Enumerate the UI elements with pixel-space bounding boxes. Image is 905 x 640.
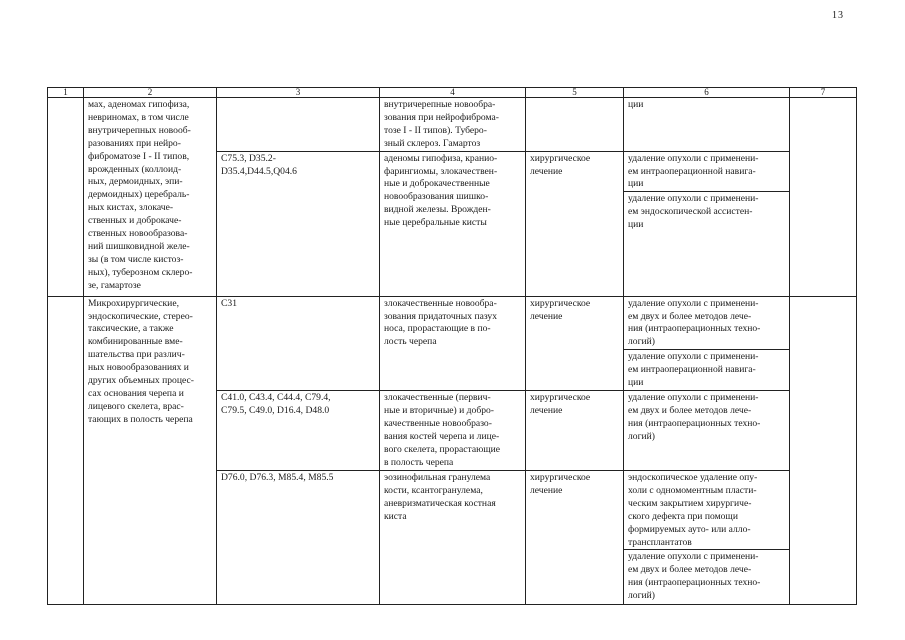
procedure-description: мах, аденомах гипофиза, невриномах, в том числе внутричерепных новооб- разованиях при нейро- фиброматозе I - II типов, врожденных (коллоид- ных, дермоидных, эпи- дермоидных) церебраль- ных кистах, злокаче- ственных и доброкаче- ственных новообразова- ний шишковидной желе- зы (в том числе кистоз- ных), туберозном склеро- зе, гамартозе (88, 99, 193, 291)
method-cell (624, 390, 790, 470)
patient-model: аденомы гипофиза, кранио- фарингиомы, злокачествен- ные и доброкачественные новообразования шишко- видной железы. Врожден- ные церебральные кисты (384, 152, 498, 229)
patient-model: злокачественные (первич- ные и вторичные) и добро- качественные новообразо- вания костей черепа и лице- вого скелета, прорастающие в полость черепа (384, 391, 501, 468)
treatment-method: удаление опухоли с применени- ем двух и более методов лече- ния (интраоперационных техно- логий) (628, 551, 761, 602)
treatment-cell (526, 470, 624, 604)
model-cell (380, 296, 526, 390)
method-cell (624, 296, 790, 390)
col1-cell (48, 296, 84, 604)
codes-cell (217, 390, 380, 470)
codes-cell (217, 151, 380, 296)
diagnosis-codes: C31 (221, 297, 237, 309)
model-cell (380, 390, 526, 470)
treatment-cell (526, 98, 624, 152)
treatment-type: хирургическое лечение (530, 152, 591, 177)
medical-procedures-table (47, 87, 857, 605)
diagnosis-codes: C41.0, C43.4, C44.4, C79.4, C79.5, C49.0, D16.4, D48.0 (221, 391, 331, 416)
patient-model: злокачественные новообра- зования придаточных пазух носа, прорастающие в по- лость черепа (384, 297, 498, 348)
treatment-cell (526, 296, 624, 390)
treatment-method: удаление опухоли с применени- ем интраоперационной навига- ции (624, 152, 789, 193)
col7-cell (790, 296, 857, 604)
method-cell (624, 151, 790, 296)
header-row (48, 88, 857, 98)
treatment-type: хирургическое лечение (530, 297, 591, 322)
treatment-type: хирургическое лечение (530, 471, 591, 496)
column-header-2: 2 (84, 88, 217, 98)
model-cell (380, 98, 526, 152)
col1-cell (48, 98, 84, 297)
table-row (48, 98, 857, 152)
procedure-description-cell (84, 296, 217, 604)
model-cell (380, 470, 526, 604)
procedure-description-cell (84, 98, 217, 297)
treatment-cell (526, 151, 624, 296)
treatment-method: эндоскопическое удаление опу- холи с одномоментным пласти- ческим закрытием хирургиче- ского дефекта при помощи формируемых ауто- или алло- трансплантатов (624, 471, 789, 550)
treatment-method: удаление опухоли с применени- ем интраоперационной навига- ции (628, 351, 759, 389)
column-header-5: 5 (526, 88, 624, 98)
col7-cell (790, 98, 857, 297)
patient-model: эозинофильная гранулема кости, ксантогранулема, аневризматическая костная киста (384, 471, 496, 522)
codes-cell (217, 470, 380, 604)
diagnosis-codes: C75.3, D35.2- D35.4,D44.5,Q04.6 (221, 152, 297, 177)
page-number: 13 (832, 10, 844, 21)
patient-model: внутричерепные новообра- зования при нейрофиброма- тозе I - II типов). Туберо- зный склероз. Гамартоз (384, 99, 499, 149)
method-cell (624, 98, 790, 152)
treatment-cell (526, 390, 624, 470)
column-header-1: 1 (48, 88, 84, 98)
codes-cell (217, 296, 380, 390)
procedure-description: Микрохирургические, эндоскопические, стерео- таксические, а также комбинированные вме- шательства при различ- ных новообразованиях и других объемных процес- сах основания черепа и лицевого скелета, врас- тающих в полость черепа (88, 297, 194, 425)
column-header-4: 4 (380, 88, 526, 98)
treatment-method: удаление опухоли с применени- ем двух и более методов лече- ния (интраоперационных техно- логий) (628, 391, 761, 442)
diagnosis-codes: D76.0, D76.3, M85.4, M85.5 (221, 471, 334, 483)
treatment-method: удаление опухоли с применени- ем эндоскопической ассистен- ции (628, 193, 759, 231)
model-cell (380, 151, 526, 296)
column-header-6: 6 (624, 88, 790, 98)
table-row (48, 296, 857, 390)
column-header-7: 7 (790, 88, 857, 98)
treatment-type: хирургическое лечение (530, 391, 591, 416)
codes-cell (217, 98, 380, 152)
treatment-method: удаление опухоли с применени- ем двух и более методов лече- ния (интраоперационных техно- логий) (624, 297, 789, 351)
treatment-method: ции (628, 99, 644, 110)
method-cell (624, 470, 790, 604)
column-header-3: 3 (217, 88, 380, 98)
